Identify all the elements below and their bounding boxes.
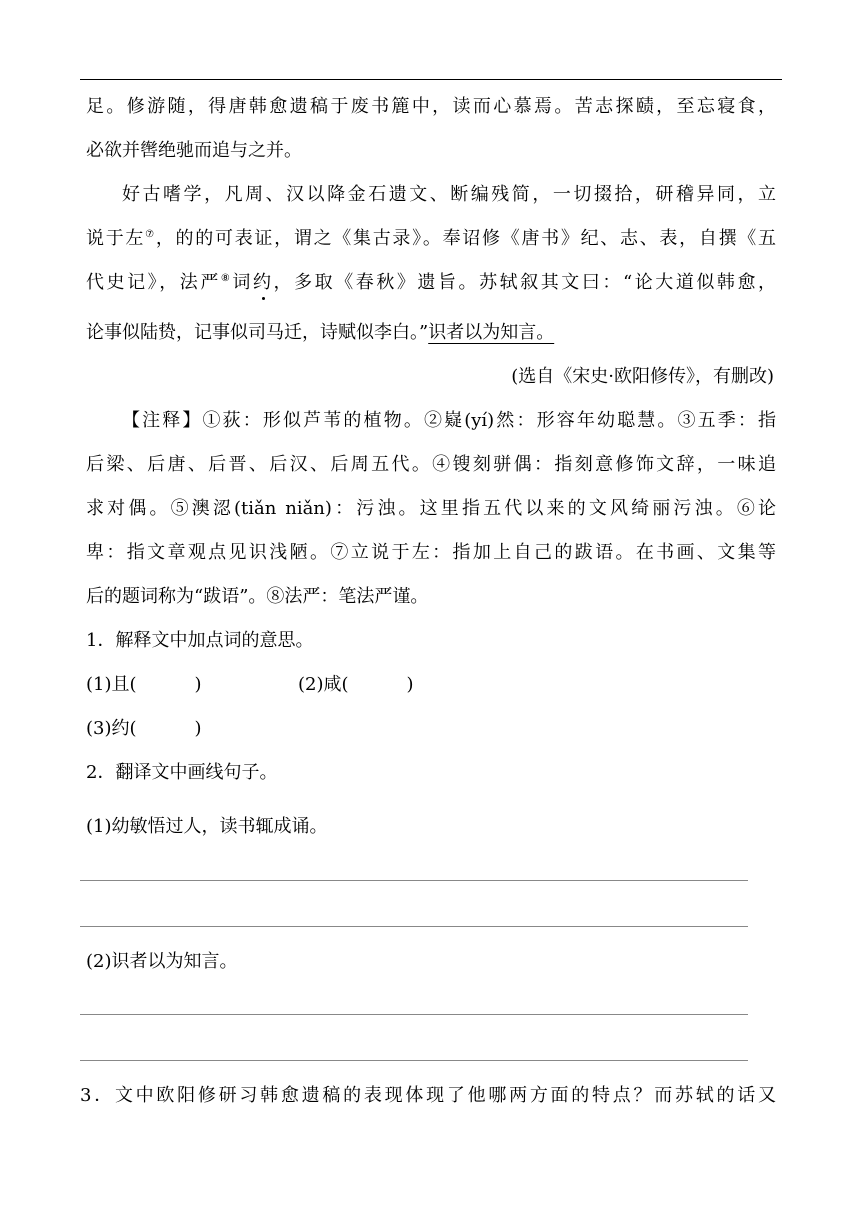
- question-2: 2．翻译文中画线句子。: [86, 762, 278, 783]
- notes-line-2: 后梁、后唐、后晋、后汉、后周五代。④锼刻骈偶：指刻意修饰文辞，一味追: [86, 454, 776, 475]
- notes-line-3: 求对偶。⑤澳涊(tiǎn niǎn)：污浊。这里指五代以来的文风绮丽污浊。⑥论: [86, 498, 776, 519]
- question-1-2: (2)咸( ): [298, 674, 414, 695]
- underlined-sentence: 识者以为知言。: [428, 322, 555, 343]
- answer-line[interactable]: [80, 1014, 748, 1015]
- passage-text: 说于左: [86, 228, 146, 249]
- notes-line-5: 后的题词称为“跋语”。⑧法严：笔法严谨。: [86, 586, 429, 607]
- passage-text: 代史记》，法严: [86, 272, 221, 293]
- footnote-marker-8: ⑧: [220, 273, 233, 284]
- header-rule: [80, 79, 782, 80]
- dotted-word-yue: 约: [252, 272, 274, 293]
- passage-line-1: 足。修游随，得唐韩愈遗稿于废书簏中，读而心慕焉。苦志探赜，至忘寝食，: [86, 96, 776, 117]
- passage-text: 词: [232, 272, 253, 293]
- question-1: 1．解释文中加点词的意思。: [86, 630, 314, 651]
- answer-line[interactable]: [80, 926, 748, 927]
- question-1-3: (3)约( ): [86, 718, 202, 739]
- passage-line-4: [86, 227, 776, 251]
- answer-line[interactable]: [80, 1060, 748, 1061]
- question-2-2: (2)识者以为知言。: [86, 951, 238, 972]
- notes-line-1: 【注释】①荻：形似芦苇的植物。②嶷(yí)然：形容年幼聪慧。③五季：指: [122, 410, 776, 431]
- passage-line-2: 必欲并辔绝驰而追与之并。: [86, 140, 302, 161]
- passage-line-5: [86, 271, 776, 295]
- question-3: 3．文中欧阳修研习韩愈遗稿的表现体现了他哪两方面的特点？而苏轼的话又: [80, 1085, 776, 1106]
- answer-line[interactable]: [80, 880, 748, 881]
- question-1-1: (1)且( ): [86, 674, 202, 695]
- passage-line-3: 好古嗜学，凡周、汉以降金石遗文、断编残简，一切掇拾，研稽异同，立: [122, 184, 776, 205]
- source-citation: (选自《宋史·欧阳修传》，有删改): [511, 366, 774, 387]
- passage-text: ，的的可表证，谓之《集古录》。奉诏修《唐书》纪、志、表，自撰《五: [155, 228, 777, 249]
- notes-line-4: 卑：指文章观点见识浅陋。⑦立说于左：指加上自己的跋语。在书画、文集等: [86, 542, 776, 563]
- question-2-1: (1)幼敏悟过人，读书辄成诵。: [86, 816, 328, 837]
- footnote-marker-7: ⑦: [145, 229, 156, 240]
- passage-line-6: [86, 321, 554, 345]
- passage-text: 论事似陆贽，记事似司马迁，诗赋似李白。”: [86, 322, 429, 343]
- passage-text: ，多取《春秋》遗旨。苏轼叙其文曰：“论大道似韩愈，: [273, 272, 777, 293]
